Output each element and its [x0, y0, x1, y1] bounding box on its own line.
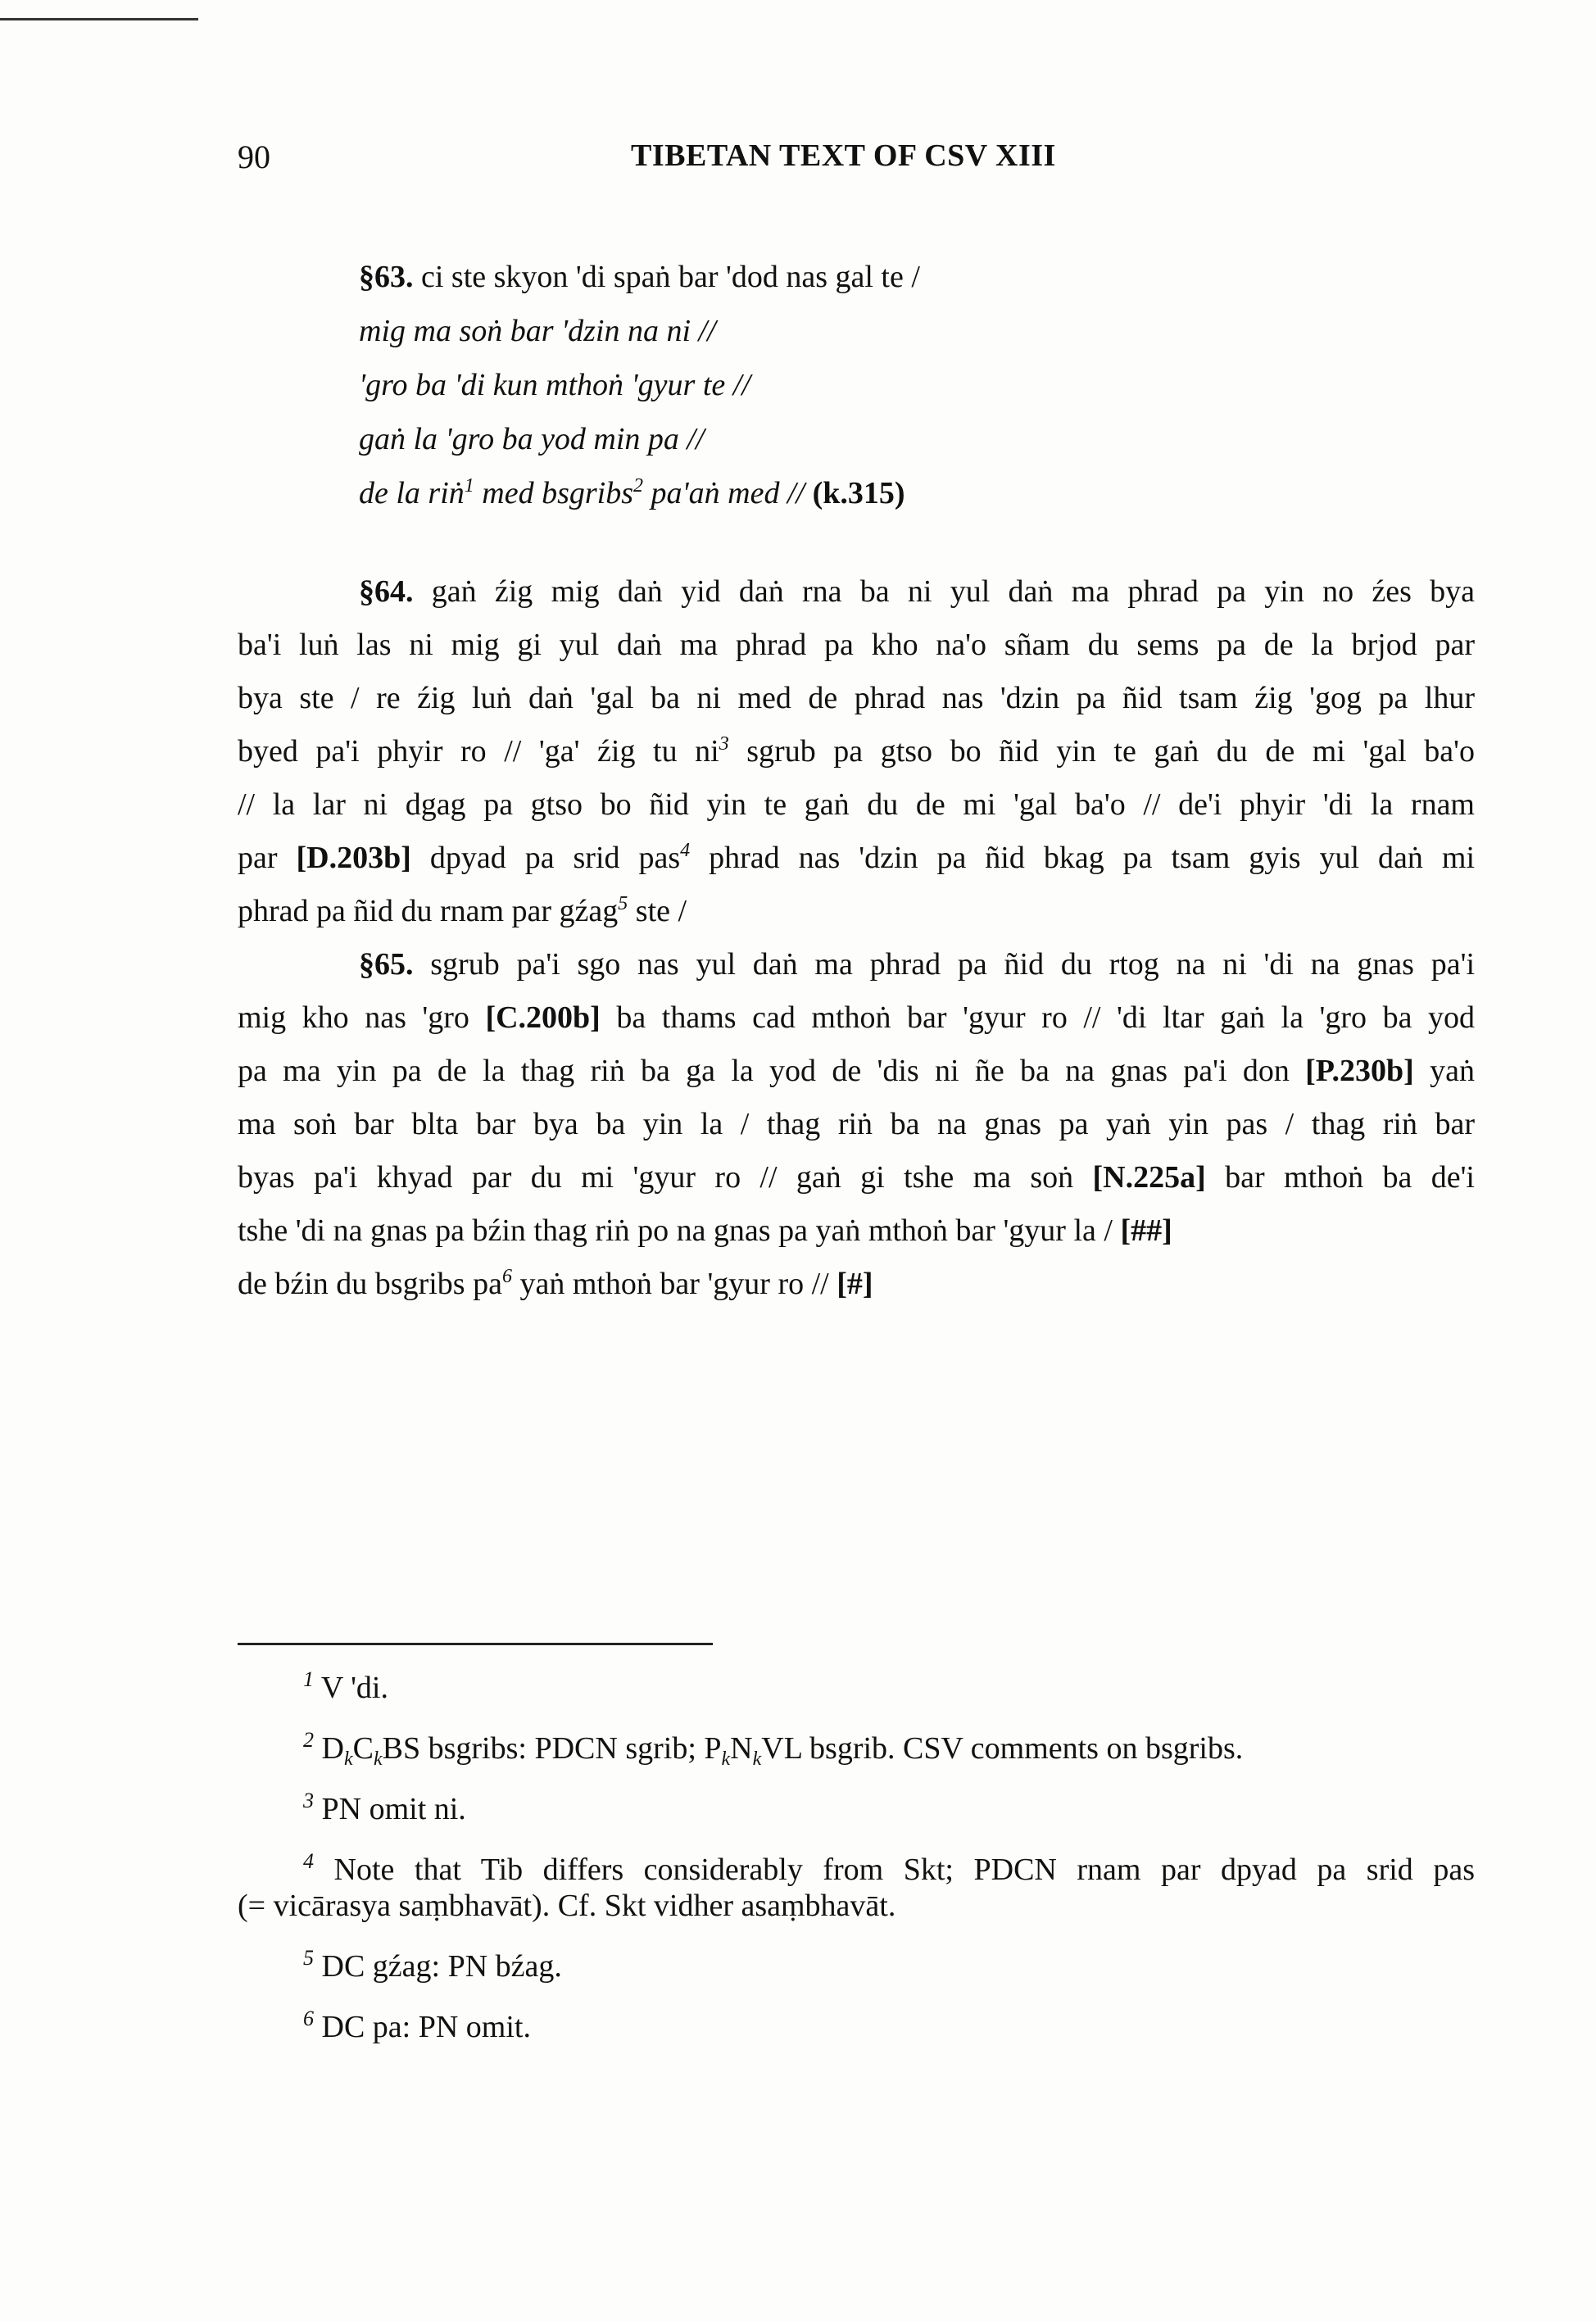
text-line: par [D.203b] dpyad pa srid pas$^4$ phrad nas 'dzin pa ñid bkag pa tsam gyis yul daṅ mi	[238, 840, 1476, 875]
section-marker: §65.	[359, 947, 414, 982]
folio-ref: [N.225a]	[1092, 1160, 1206, 1195]
footnote: $^5$ DC gźag: PN bźag.	[303, 1946, 562, 1984]
footnote-number: 3	[303, 1789, 314, 1812]
text-line: tshe 'di na gnas pa bźin thag riṅ po na gnas pa yaṅ mthoṅ bar 'gyur la / [##]	[238, 1213, 1172, 1248]
text-line: byed pa'i phyir ro // 'ga' źig tu $ni^3$ sgrub pa gtso bo ñid yin te gaṅ du de mi 'gal ba'o	[238, 733, 1476, 769]
footnote-ref: 2	[633, 475, 644, 497]
footnote-number: 4	[303, 1849, 314, 1873]
footnote: $^2$ $D_kC_kBS$ bsgribs: PDCN sgrib; $P_kN_kVL$ bsgrib. CSV comments on bsgribs.	[303, 1728, 1244, 1770]
top-rule	[0, 18, 198, 20]
folio-ref: [P.230b]	[1305, 1054, 1414, 1088]
verse-line: gaṅ la 'gro ba yod min pa //	[359, 422, 705, 456]
footnote: $^6$ DC pa: PN omit.	[303, 2007, 531, 2044]
footnote-ref: 3	[719, 733, 729, 755]
section-marker: §64.	[359, 574, 414, 609]
section-marker: §63.	[359, 260, 414, 294]
text-line: bya ste / re źig luṅ daṅ 'gal ba ni med de phrad nas 'dzin pa ñid tsam źig 'gog pa lhur	[238, 681, 1475, 715]
footnote-number: 6	[303, 2007, 314, 2030]
running-title: TIBETAN TEXT OF CSV XIII	[631, 138, 1056, 173]
section-65-paragraph	[238, 938, 1475, 1311]
footnote-number: 1	[303, 1667, 314, 1691]
footnote: $^3$ PN omit ni.	[303, 1789, 466, 1826]
text-line: // la lar ni dgag pa gtso bo ñid yin te gaṅ du de mi 'gal ba'o // de'i phyir 'di la rnam	[238, 787, 1475, 822]
footnote-rule	[238, 1643, 713, 1645]
text-line: ba'i luṅ las ni mig gi yul daṅ ma phrad pa kho na'o sñam du sems pa de la brjod par	[238, 628, 1475, 662]
page-header	[238, 138, 1475, 187]
footnote-number: 2	[303, 1728, 314, 1752]
verse-line: mig ma soṅ bar 'dzin na ni //	[359, 314, 716, 348]
footnote-ref: 5	[618, 893, 628, 914]
text-line: §65. sgrub pa'i sgo nas yul daṅ ma phrad pa ñid du rtog na ni 'di na gnas pa'i	[359, 947, 1475, 982]
folio-ref: [##]	[1120, 1213, 1172, 1248]
footnote: $^4$ Note that Tib differs considerably from Skt; PDCN rnam par dpyad pa srid pas (= vicārasya saṃbhavāt). Cf. Skt vidher asaṃbhavāt.	[238, 1849, 1475, 1923]
text-line: ma soṅ bar blta bar bya ba yin la / thag riṅ ba na gnas pa yaṅ yin pas / thag riṅ bar	[238, 1107, 1475, 1141]
text-line: byas pa'i khyad par du mi 'gyur ro // gaṅ gi tshe ma soṅ [N.225a] bar mthoṅ ba de'i	[238, 1160, 1475, 1195]
footnote: $^1$ V 'di.	[303, 1667, 388, 1705]
verse-line: §63. ci ste skyon 'di spaṅ bar 'dod nas gal te /	[359, 260, 920, 294]
text-line: §64. gaṅ źig mig daṅ yid daṅ rna ba ni yul daṅ ma phrad pa yin no źes bya	[359, 574, 1475, 609]
text-line: phrad pa ñid du rnam par gźag$^5$ ste /	[238, 893, 687, 928]
page-number: 90	[238, 138, 270, 175]
footnote-ref: 6	[501, 1266, 512, 1287]
footnote-number: 5	[303, 1946, 314, 1970]
footnote-ref: 1	[464, 475, 474, 497]
section-63-verse	[359, 250, 920, 520]
footnote-ref: 4	[680, 840, 691, 861]
folio-ref: [D.203b]	[296, 841, 411, 875]
folio-ref: (k.315)	[812, 476, 905, 510]
verse-line: 'gro ba 'di kun mthoṅ 'gyur te //	[359, 368, 750, 402]
text-line: de bźin du bsgribs $pa^6$ yaṅ mthoṅ bar 'gyur ro // [#]	[238, 1266, 873, 1301]
folio-ref: [C.200b]	[485, 1000, 601, 1035]
folio-ref: [#]	[837, 1267, 873, 1301]
section-64-paragraph	[238, 565, 1475, 938]
text-line: pa ma yin pa de la thag riṅ ba ga la yod de 'dis ni ñe ba na gnas pa'i don [P.230b] yaṅ	[238, 1054, 1475, 1088]
verse-line: de la riṅ$^1$ med bsgribs$^2$ pa'aṅ med // (k.315)	[359, 475, 905, 510]
text-line: mig kho nas 'gro [C.200b] ba thams cad mthoṅ bar 'gyur ro // 'di ltar gaṅ la 'gro ba yod	[238, 1000, 1475, 1035]
